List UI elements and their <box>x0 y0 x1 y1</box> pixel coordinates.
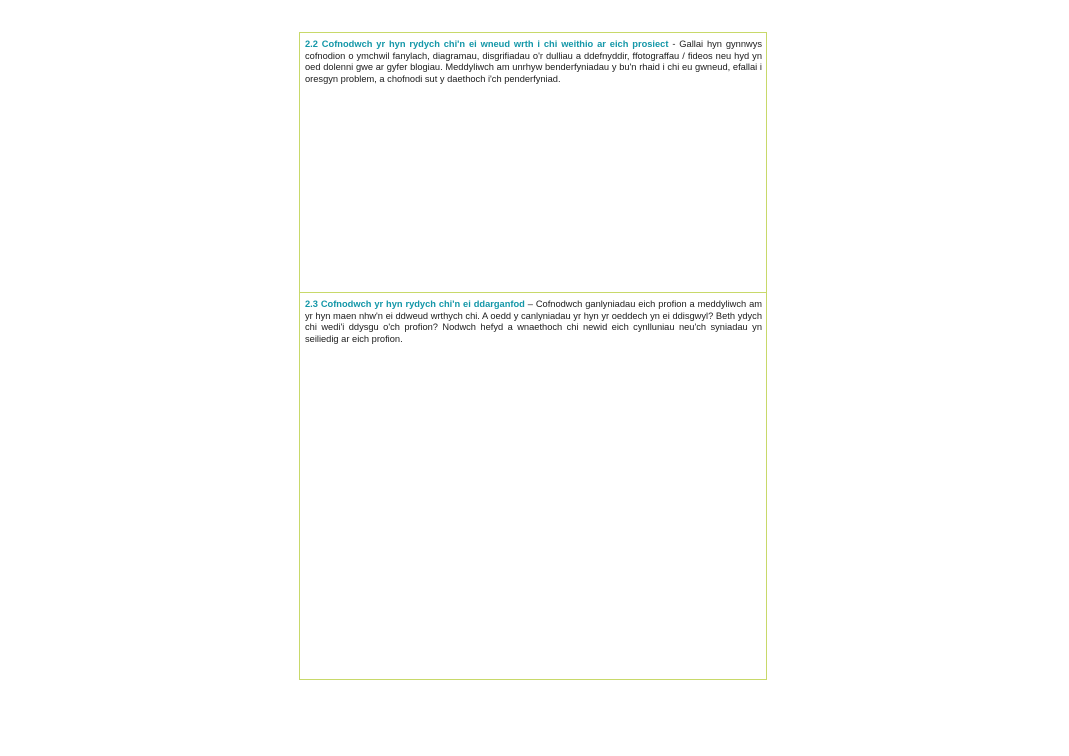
section-record-work-body: - Gallai hyn gynnwys cofnodion o ymchwil fanylach, diagramau, disgrifiadau o'r dulliau a ddefnyddir, ffotograffau / fideos neu hyd yn oed dolenni gwe ar gyfer blogiau. Meddyliwch am unrhyw benderfyniadau y bu'n rhaid i chi eu gwneud, efallai i oresgyn problem, a chofnodi sut y daethoch i'ch penderfyniad. <box>305 39 762 84</box>
section-record-work-text <box>305 39 762 85</box>
section-record-findings-text <box>305 299 762 345</box>
section-record-findings-heading: 2.3 Cofnodwch yr hyn rydych chi'n ei ddarganfod <box>305 299 525 309</box>
section-record-findings-body: – Cofnodwch ganlyniadau eich profion a meddyliwch am yr hyn maen nhw'n ei ddweud wrthych chi. A oedd y canlyniadau yr hyn yr oeddech yn ei ddisgwyl? Beth ydych chi wedi'i ddysgu o'ch profion? Nodwch hefyd a wnaethoch chi newid eich cynlluniau neu'ch syniadau yn seiliedig ar eich profion. <box>305 299 763 344</box>
section-record-findings <box>300 293 766 679</box>
section-record-work-heading: 2.2 Cofnodwch yr hyn rydych chi'n ei wneud wrth i chi weithio ar eich prosiect <box>305 39 669 49</box>
section-record-work <box>300 33 766 293</box>
worksheet-page <box>299 32 767 680</box>
